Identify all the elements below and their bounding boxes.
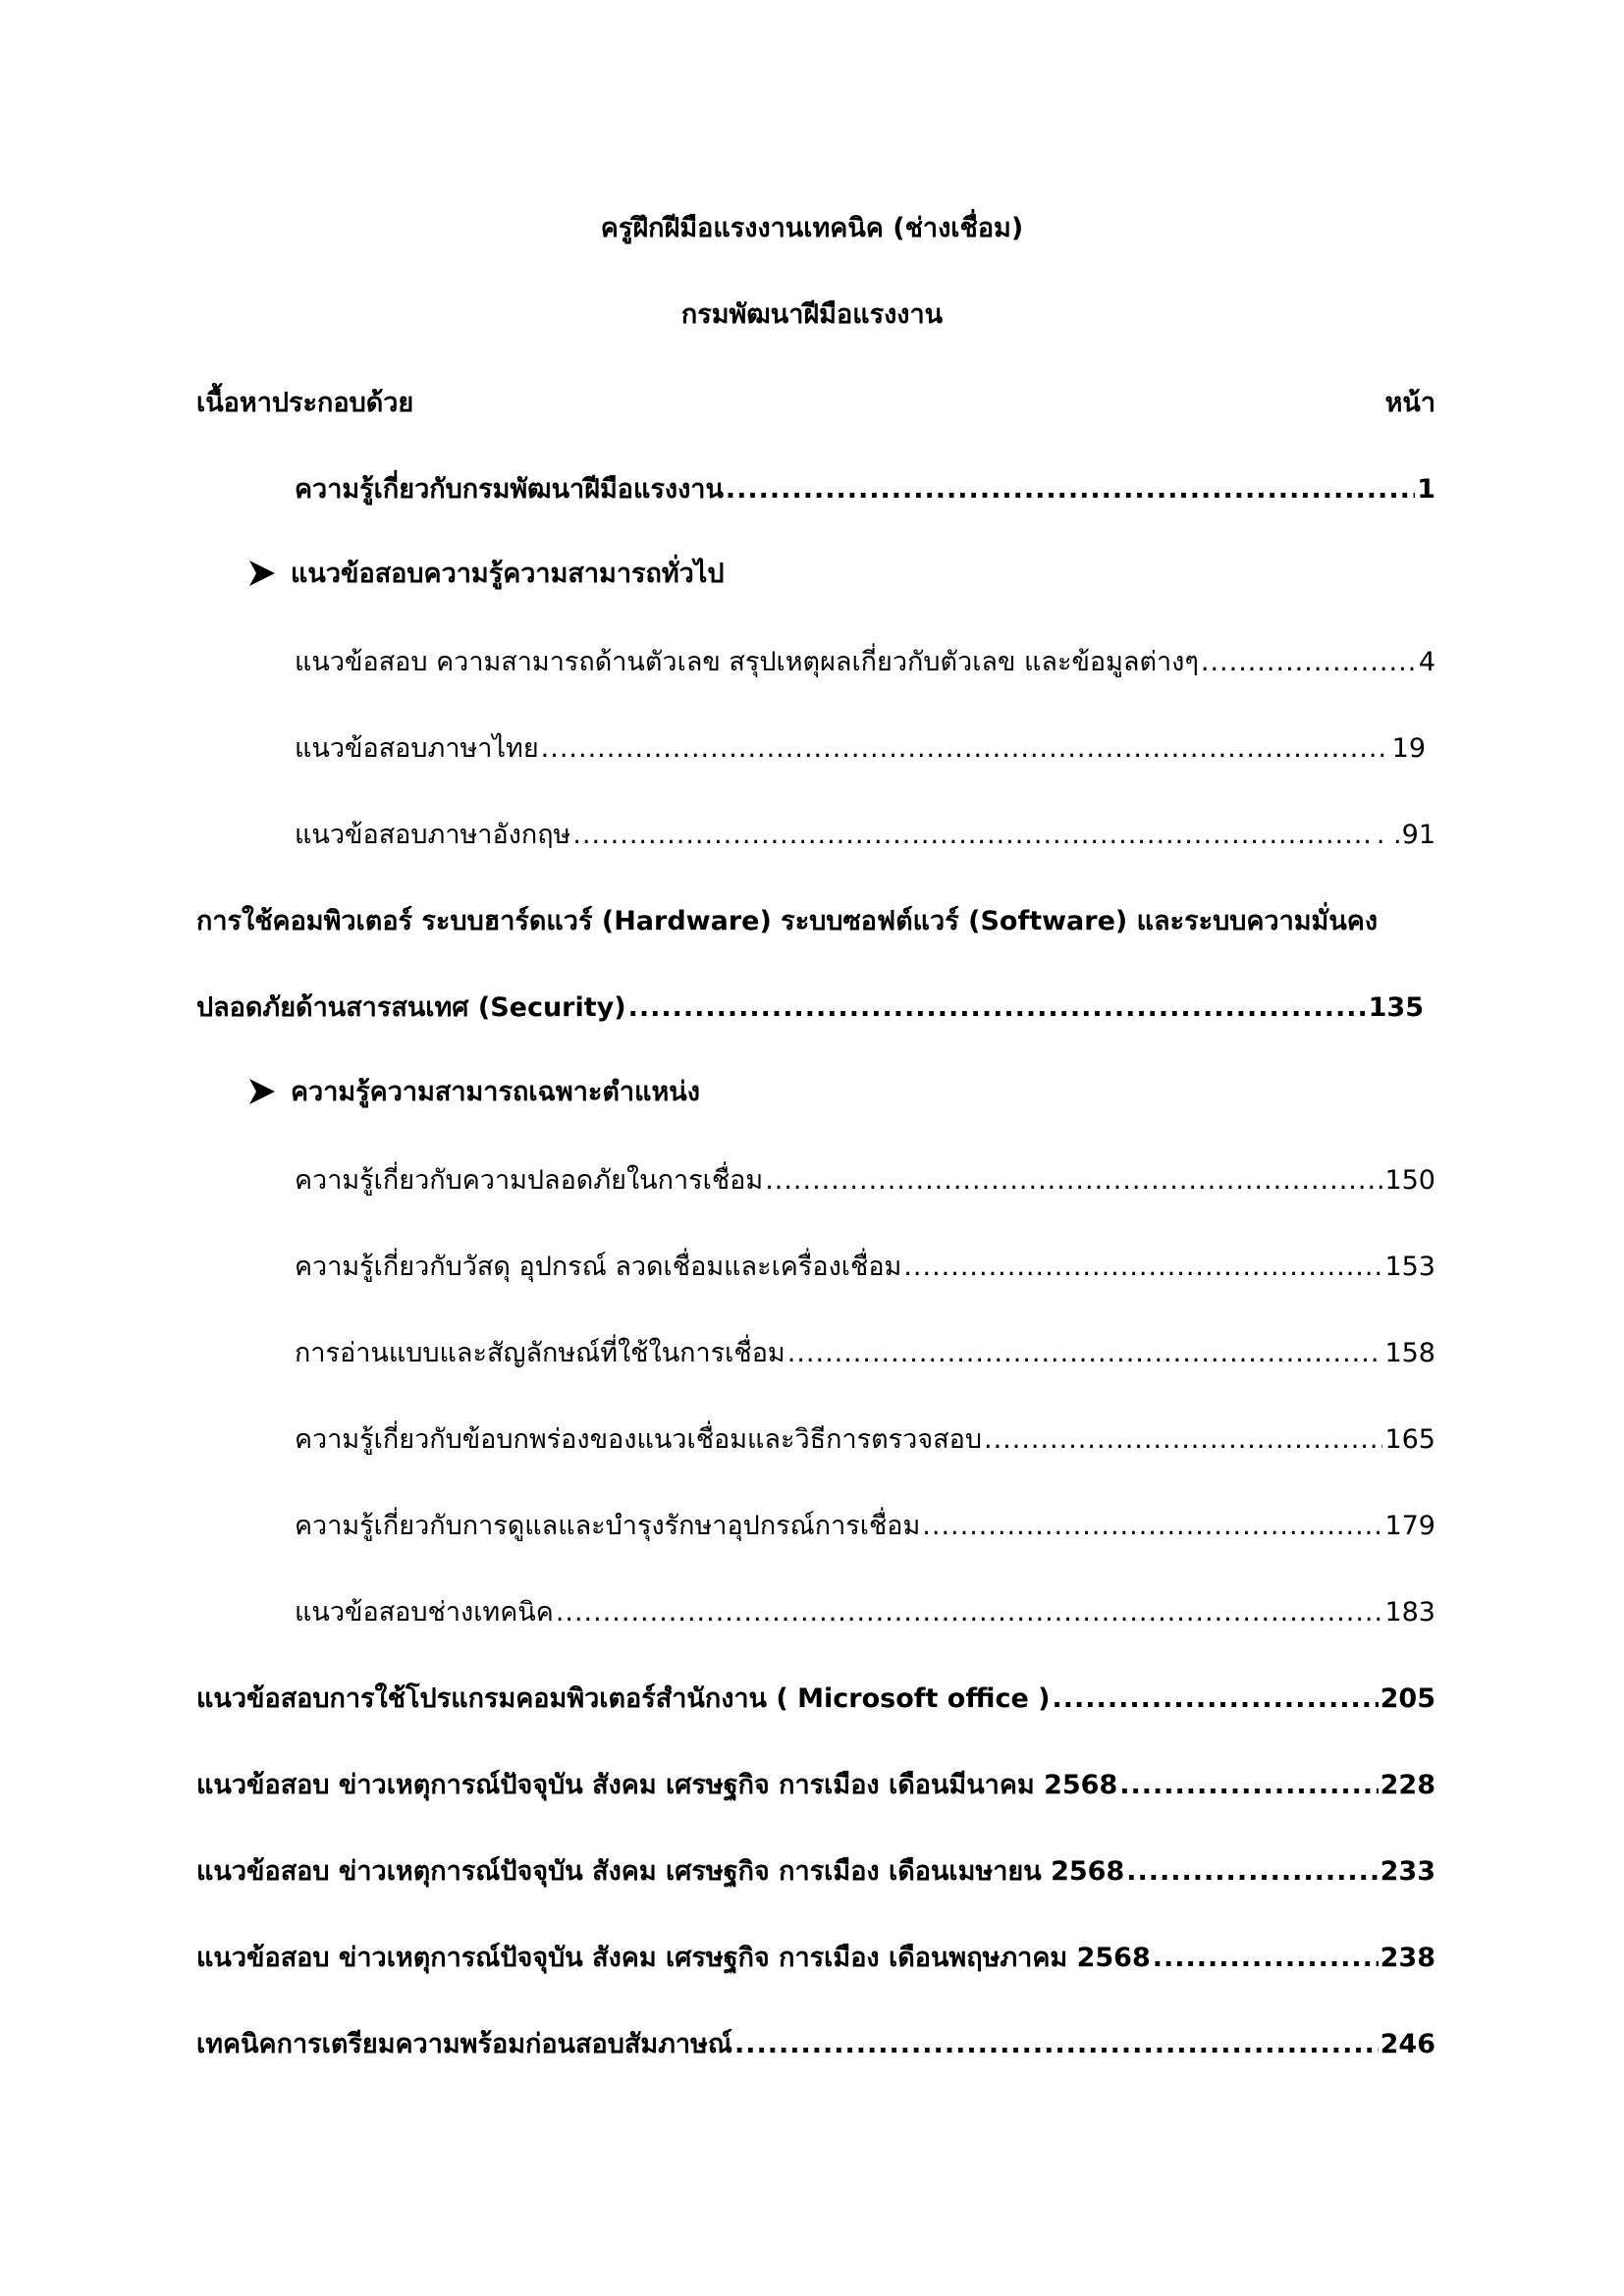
toc-entry-label: แนวข้อสอบ ข่าวเหตุการณ์ปัจจุบัน สังคม เศรษฐกิจ การเมือง เดือนเมษายน 2568 bbox=[196, 1856, 1125, 1887]
toc-entry-page: 153 bbox=[1384, 1252, 1435, 1282]
toc-leader-dots bbox=[1119, 1770, 1378, 1800]
toc-leader-dots bbox=[903, 1252, 1382, 1282]
section-specific bbox=[247, 1070, 700, 1112]
toc-entry-welding-safety bbox=[295, 1158, 1435, 1201]
toc-entry-page: 233 bbox=[1380, 1856, 1435, 1887]
section-general bbox=[247, 552, 725, 594]
toc-entry-office bbox=[196, 1677, 1435, 1719]
toc-leader-dots bbox=[556, 1597, 1383, 1628]
toc-entry-page: 1 bbox=[1417, 474, 1435, 505]
toc-entry-news-april bbox=[196, 1849, 1435, 1892]
toc-leader-dots bbox=[628, 992, 1367, 1023]
toc-entry-label: แนวข้อสอบภาษาอังกฤษ bbox=[295, 820, 571, 850]
toc-entry-label: ความรู้เกี่ยวกับการดูแลและบำรุงรักษาอุปกรณ์การเชื่อม bbox=[295, 1511, 921, 1541]
toc-entry-computer-line1: การใช้คอมพิวเตอร์ ระบบฮาร์ดแวร์ (Hardware) ระบบซอฟต์แวร์ (Software) และระบบความมั่นคง bbox=[196, 906, 1379, 936]
toc-entry-defects bbox=[295, 1417, 1435, 1460]
toc-entry-english bbox=[295, 813, 1435, 855]
toc-entry-interview bbox=[196, 2022, 1435, 2064]
arrow-bullet-icon bbox=[247, 559, 277, 588]
page-heading: หน้า bbox=[1384, 388, 1435, 418]
toc-entry-page: 238 bbox=[1380, 1943, 1435, 1973]
toc-entry-label: แนวข้อสอบ ความสามารถด้านตัวเลข สรุปเหตุผลเกี่ยวกับตัวเลข และข้อมูลต่างๆ bbox=[295, 647, 1199, 677]
toc-leader-dots bbox=[1053, 1683, 1379, 1714]
arrow-bullet-icon bbox=[247, 1077, 277, 1106]
toc-leader-dots bbox=[984, 1424, 1382, 1455]
toc-entry-computer-line2 bbox=[196, 986, 1424, 1028]
toc-leader-dots bbox=[1201, 647, 1417, 677]
toc-leader-dots bbox=[787, 1338, 1383, 1368]
contents-header-row bbox=[196, 381, 1435, 423]
toc-entry-numeric bbox=[295, 640, 1435, 682]
toc-leader-dots bbox=[572, 820, 1375, 850]
toc-leader-dots bbox=[1153, 1943, 1379, 1973]
toc-entry-technician bbox=[295, 1590, 1435, 1632]
toc-entry-label: แนวข้อสอบการใช้โปรแกรมคอมพิวเตอร์สำนักงาน ( Microsoft office ) bbox=[196, 1683, 1051, 1714]
toc-entry-page: 150 bbox=[1384, 1165, 1435, 1196]
toc-leader-dots bbox=[922, 1511, 1382, 1541]
toc-entry-news-may bbox=[196, 1936, 1435, 1978]
toc-entry-page: 205 bbox=[1380, 1683, 1435, 1714]
section-specific-label: ความรู้ความสามารถเฉพาะตำแหน่ง bbox=[291, 1077, 700, 1107]
toc-entry-page: 165 bbox=[1384, 1424, 1435, 1455]
toc-entry-label: แนวข้อสอบช่างเทคนิค bbox=[295, 1597, 554, 1628]
toc-entry-maintenance bbox=[295, 1504, 1435, 1546]
toc-leader-dots bbox=[541, 733, 1390, 764]
toc-entry-page: . .91 bbox=[1376, 820, 1435, 850]
toc-entry-label: แนวข้อสอบ ข่าวเหตุการณ์ปัจจุบัน สังคม เศรษฐกิจ การเมือง เดือนมีนาคม 2568 bbox=[196, 1770, 1118, 1800]
document-title: ครูฝึกฝีมือแรงงานเทคนิค (ช่างเชื่อม) bbox=[600, 213, 1024, 243]
toc-entry-label: แนวข้อสอบภาษาไทย bbox=[295, 733, 539, 764]
toc-entry-page: 179 bbox=[1384, 1511, 1435, 1541]
document-subtitle: กรมพัฒนาฝีมือแรงงาน bbox=[680, 299, 944, 330]
toc-leader-dots bbox=[1126, 1856, 1378, 1887]
toc-entry-label: การอ่านแบบและสัญลักษณ์ที่ใช้ในการเชื่อม bbox=[295, 1338, 785, 1368]
toc-entry-label: แนวข้อสอบ ข่าวเหตุการณ์ปัจจุบัน สังคม เศรษฐกิจ การเมือง เดือนพฤษภาคม 2568 bbox=[196, 1943, 1151, 1973]
toc-entry-label: ความรู้เกี่ยวกับกรมพัฒนาฝีมือแรงงาน bbox=[295, 474, 724, 505]
toc-entry-page: 19 bbox=[1391, 733, 1426, 764]
toc-entry-page: 4 bbox=[1418, 647, 1435, 677]
toc-entry-materials bbox=[295, 1245, 1435, 1287]
toc-entry-dept-knowledge bbox=[295, 467, 1435, 509]
toc-entry-symbols bbox=[295, 1331, 1435, 1373]
toc-entry-page: 183 bbox=[1384, 1597, 1435, 1628]
toc-entry-label: ปลอดภัยด้านสารสนเทศ (Security) bbox=[196, 992, 626, 1023]
toc-entry-page: 135 bbox=[1368, 992, 1424, 1023]
toc-entry-page: 158 bbox=[1384, 1338, 1435, 1368]
contents-heading: เนื้อหาประกอบด้วย bbox=[196, 388, 414, 418]
toc-entry-label: ความรู้เกี่ยวกับความปลอดภัยในการเชื่อม bbox=[295, 1165, 764, 1196]
toc-entry-label: เทคนิคการเตรียมความพร้อมก่อนสอบสัมภาษณ์ bbox=[196, 2029, 732, 2059]
toc-leader-dots bbox=[726, 474, 1415, 505]
toc-entry-label: ความรู้เกี่ยวกับข้อบกพร่องของแนวเชื่อมและวิธีการตรวจสอบ bbox=[295, 1424, 982, 1455]
toc-entry-thai bbox=[295, 726, 1426, 769]
toc-entry-news-march bbox=[196, 1763, 1435, 1805]
toc-leader-dots bbox=[765, 1165, 1382, 1196]
toc-entry-page: 246 bbox=[1380, 2029, 1435, 2059]
section-general-label: แนวข้อสอบความรู้ความสามารถทั่วไป bbox=[291, 559, 725, 589]
toc-entry-page: 228 bbox=[1380, 1770, 1435, 1800]
toc-entry-label: ความรู้เกี่ยวกับวัสดุ อุปกรณ์ ลวดเชื่อมและเครื่องเชื่อม bbox=[295, 1252, 902, 1282]
toc-leader-dots bbox=[734, 2029, 1379, 2059]
